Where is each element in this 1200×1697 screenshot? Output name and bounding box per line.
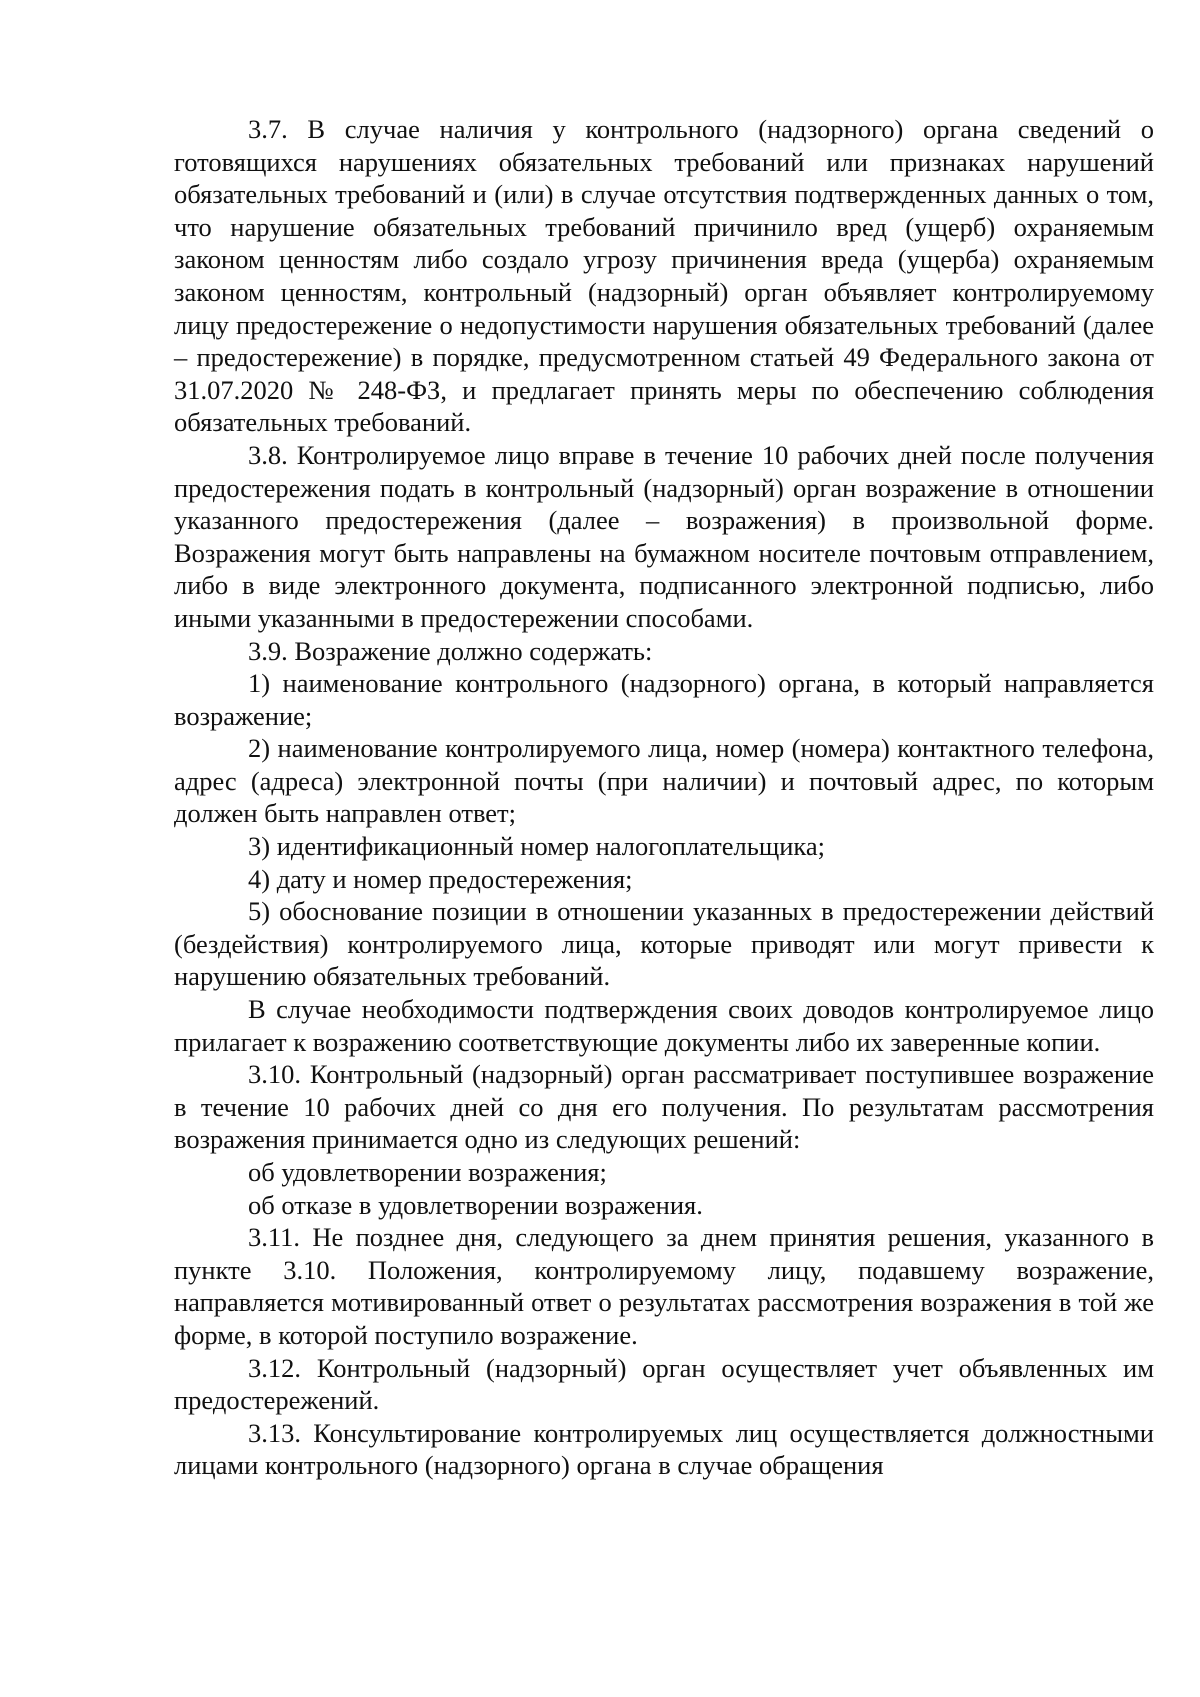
list-item-2: 2) наименование контролируемого лица, номер (номера) контактного телефона, адрес (адреса) электронной почты (при наличии) и почтовый адрес, по которым должен быть направлен ответ;: [174, 733, 1154, 829]
paragraph-3-8: 3.8. Контролируемое лицо вправе в течение 10 рабочих дней после получения предостережения подать в контрольный (надзорный) орган возражение в отношении указанного предостережения (далее – возражения) в произвольной форме. Возражения могут быть направлены на бумажном носителе почтовым отправлением, либо в виде электронного документа, подписанного электронной подписью, либо иными указанными в предостережении способами.: [174, 439, 1154, 633]
paragraph-supporting-documents: В случае необходимости подтверждения своих доводов контролируемое лицо прилагает к возражению соответствующие документы либо их заверенные копии.: [174, 994, 1154, 1057]
paragraph-3-7: 3.7. В случае наличия у контрольного (надзорного) органа сведений о готовящихся нарушениях обязательных требований или признаках нарушений обязательных требований и (или) в случае отсутствия подтвержденных данных о том, что нарушение обязательных требований причинило вред (ущерб) охраняемым законом ценностям либо создало угрозу причинения вреда (ущерба) охраняемым законом ценностям, контрольный (надзорный) орган объявляет контролируемому лицу предостережение о недопустимости нарушения обязательных требований (далее – предостережение) в порядке, предусмотренном статьей 49 Федерального закона от 31.07.2020 № 248-ФЗ, и предлагает принять меры по обеспечению соблюдения обязательных требований.: [174, 114, 1154, 438]
decision-option-satisfy: об удовлетворении возражения;: [248, 1157, 607, 1187]
decision-option-refuse: об отказе в удовлетворении возражения.: [248, 1189, 703, 1220]
paragraph-3-9: 3.9. Возражение должно содержать:: [248, 635, 653, 666]
document-page: [174, 113, 1154, 1482]
paragraph-3-11: 3.11. Не позднее дня, следующего за днем принятия решения, указанного в пункте 3.10. Положения, контролируемому лицу, подавшему возражение, направляется мотивированный ответ о результатах рассмотрения возражения в той же форме, в которой поступило возражение.: [174, 1222, 1154, 1350]
list-item-4: 4) дату и номер предостережения;: [248, 863, 633, 894]
paragraph-3-13: 3.13. Консультирование контролируемых лиц осуществляется должностными лицами контрольного (надзорного) органа в случае обращения: [174, 1417, 1154, 1481]
list-item-3: 3) идентификационный номер налогоплательщика;: [248, 831, 826, 862]
list-item-5: 5) обоснование позиции в отношении указанных в предостережении действий (бездействия) контролируемого лица, которые приводят или могут привести к нарушению обязательных требований.: [174, 896, 1154, 992]
list-item-1: 1) наименование контрольного (надзорного) органа, в который направляется возражение;: [174, 668, 1154, 731]
paragraph-3-10: 3.10. Контрольный (надзорный) орган рассматривает поступившее возражение в течение 10 рабочих дней со дня его получения. По результатам рассмотрения возражения принимается одно из следующих решений:: [174, 1059, 1154, 1155]
paragraph-3-12: 3.12. Контрольный (надзорный) орган осуществляет учет объявленных им предостережений.: [174, 1352, 1154, 1416]
